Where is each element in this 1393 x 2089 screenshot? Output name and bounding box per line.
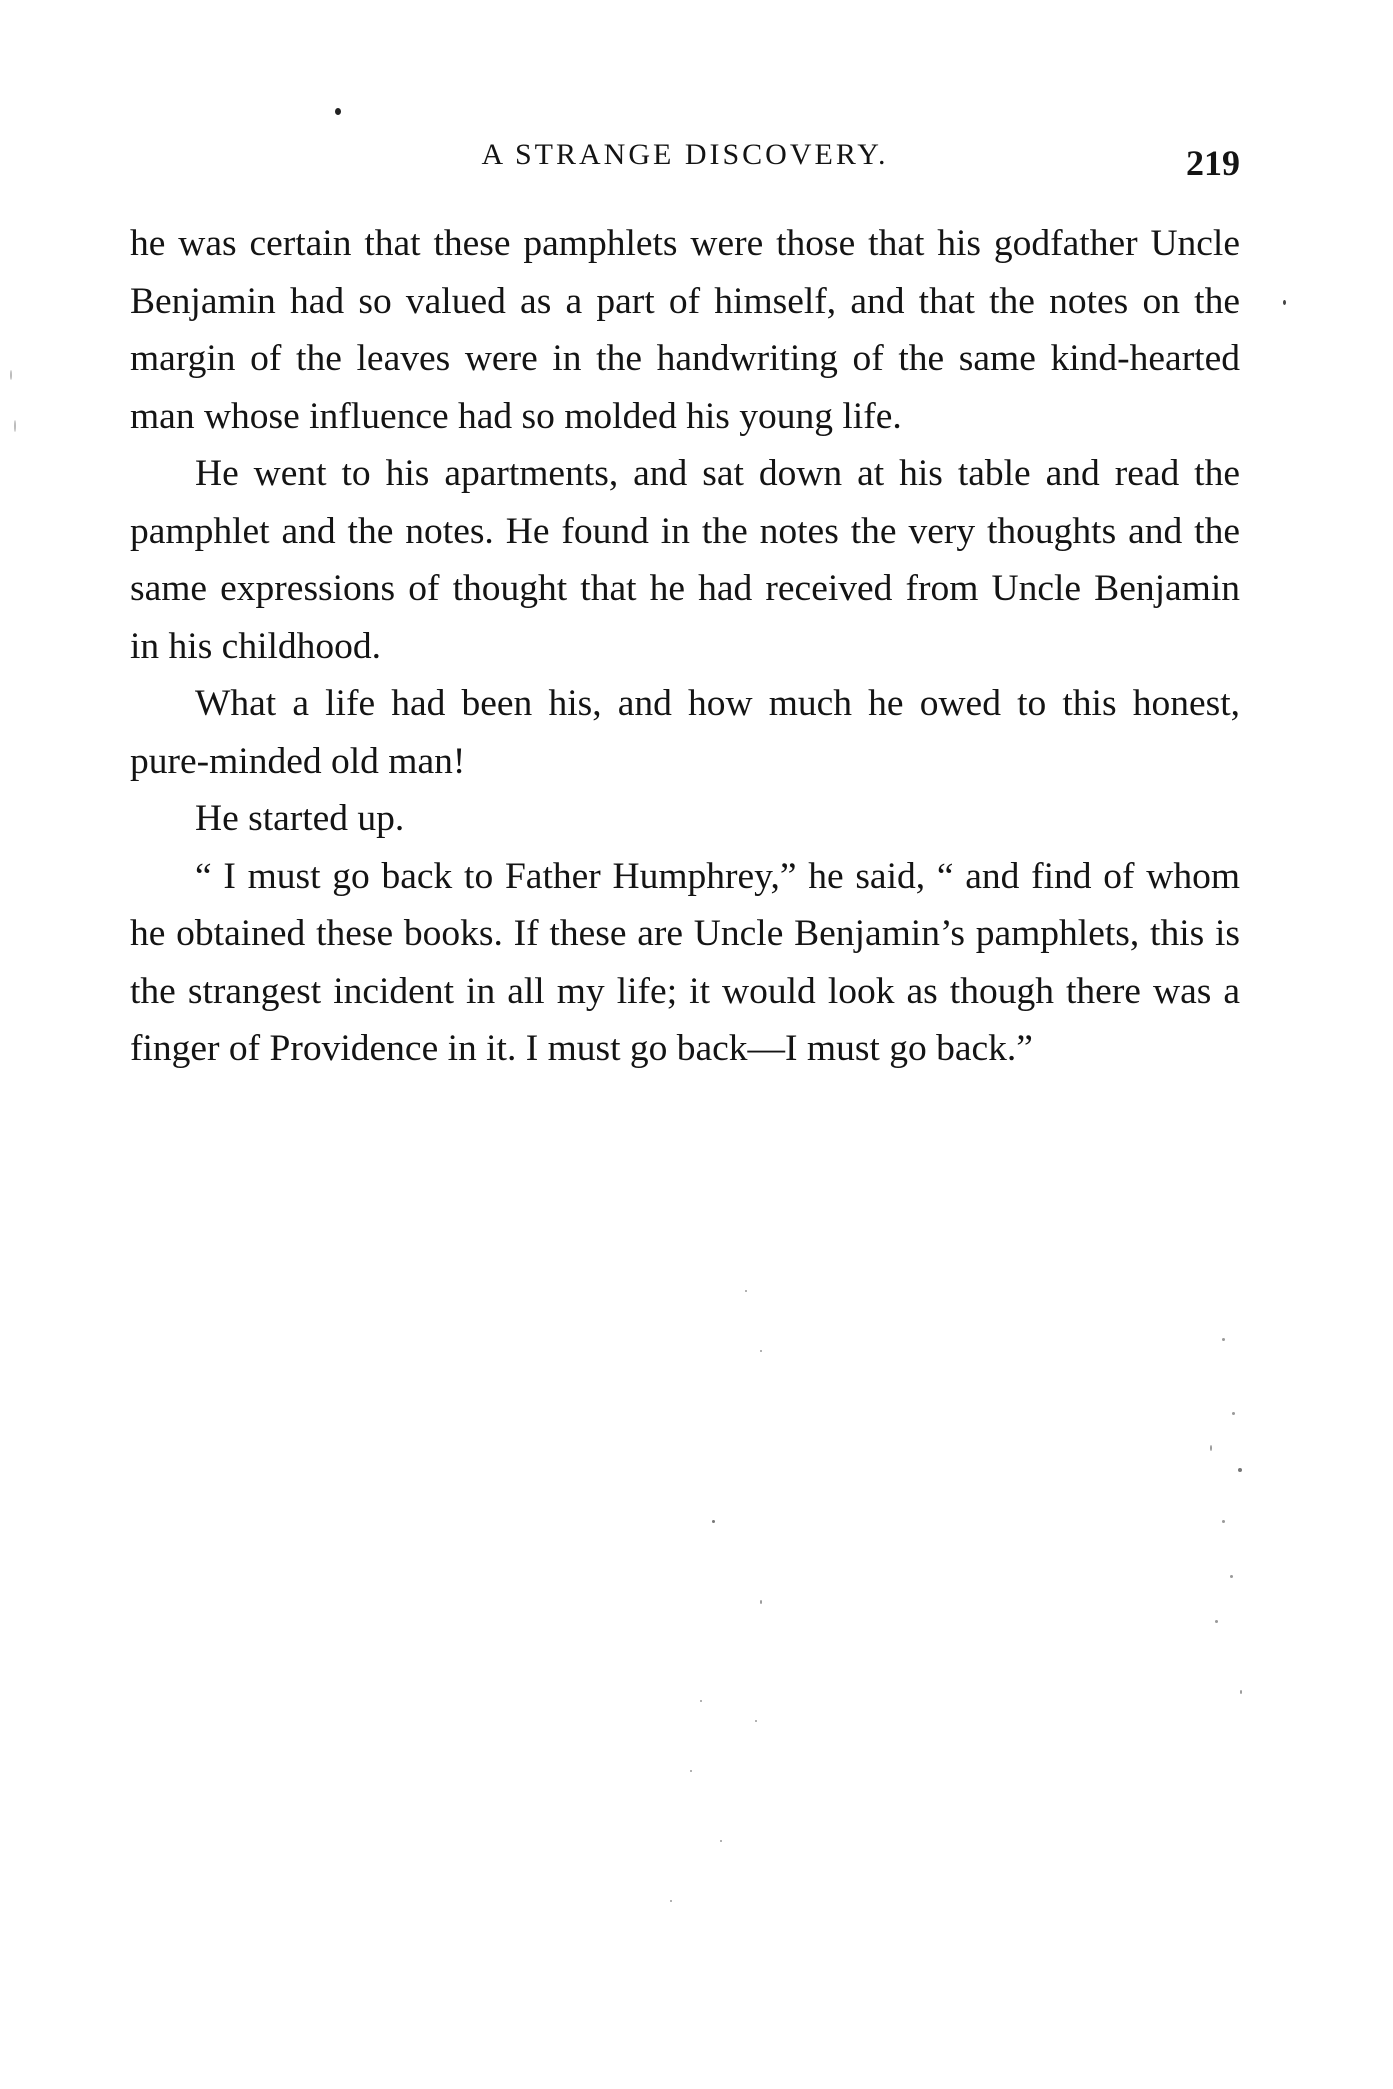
print-speck [700, 1700, 702, 1702]
print-speck [14, 420, 16, 432]
print-speck [670, 1900, 672, 1902]
running-title: A STRANGE DISCOVERY. [481, 138, 889, 171]
print-speck [755, 1720, 757, 1722]
print-speck [1222, 1520, 1225, 1523]
print-speck [1230, 1575, 1233, 1578]
print-speck [1238, 1468, 1242, 1472]
print-speck [1240, 1690, 1242, 1694]
print-speck [1232, 1412, 1235, 1415]
print-speck [10, 370, 12, 380]
print-speck [335, 108, 341, 115]
print-speck [1222, 1338, 1225, 1341]
print-speck [690, 1770, 692, 1772]
print-speck [760, 1600, 762, 1604]
body-text [130, 215, 1240, 1078]
paragraph-must-go-back: “ I must go back to Father Humphrey,” he said, “ and find of whom he obtained these books. If these are Uncle Benjamin’s pamphlets, this is the strangest incident in all my life; it would look as though there was a finger of Providence in it. I must go back—I must go back.” [130, 855, 1240, 1069]
paragraph-apartments: He went to his apartments, and sat down at his table and read the pamphlet and the notes. He found in the notes the very thoughts and the same expressions of thought that he had received from Uncle Benjamin in his childhood. [130, 453, 1240, 667]
paragraph-started-up: He started up. [195, 798, 405, 839]
print-speck [1215, 1620, 1218, 1623]
print-speck [745, 1290, 747, 1292]
print-speck [1210, 1445, 1212, 1451]
page-number: 219 [1186, 143, 1240, 183]
paragraph-continuation: he was certain that these pamphlets were those that his godfather Uncle Benjamin had so valued as a part of himself, and that the notes on the margin of the leaves were in the handwriting of the same kind-hearted man whose influence had so molded his young life. [130, 223, 1240, 437]
print-speck [1283, 300, 1286, 305]
paragraph-what-a-life: What a life had been his, and how much he owed to this honest, pure-minded old man! [130, 683, 1240, 782]
print-speck [712, 1520, 715, 1523]
running-head [130, 130, 1240, 190]
print-speck [720, 1840, 722, 1842]
print-speck [760, 1350, 762, 1352]
